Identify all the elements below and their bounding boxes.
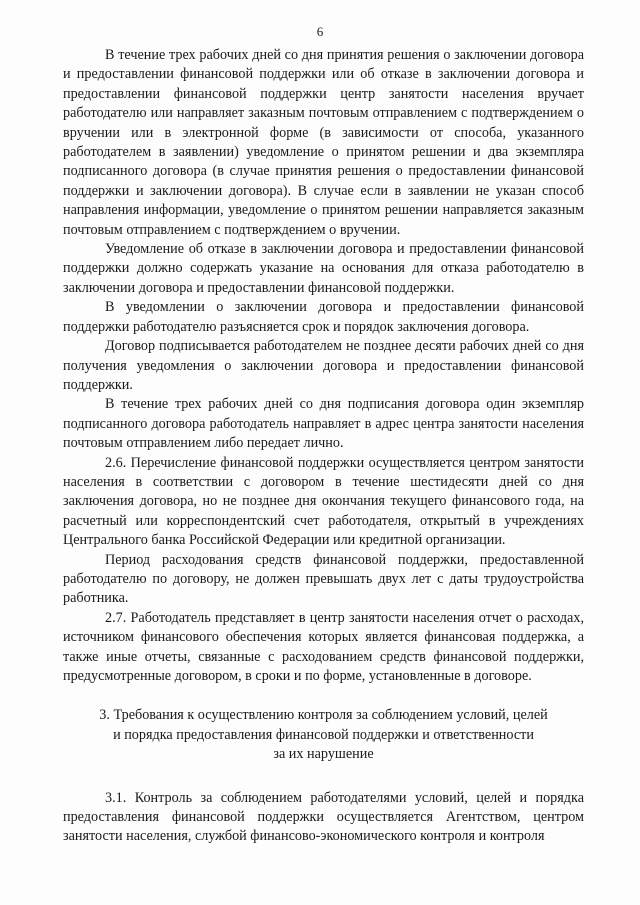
paragraph: Договор подписывается работодателем не позднее десяти рабочих дней со дня получения уведомления о заключении договора и предоставлении финансовой поддержки. <box>63 338 584 393</box>
document-body <box>63 46 584 847</box>
section-heading <box>63 706 584 764</box>
paragraph: Уведомление об отказе в заключении договора и предоставлении финансовой поддержки должно содержать указание на основания для отказа работодателю в заключении договора и предоставлении финансовой поддержки. <box>63 241 584 296</box>
section-heading-line: 3. Требования к осуществлению контроля за соблюдением условий, целей <box>99 707 548 724</box>
page-number: 6 <box>316 24 324 39</box>
paragraph: Период расходования средств финансовой поддержки, предоставленной работодателю по договору, не должен превышать двух лет с даты трудоустройства работника. <box>63 551 584 607</box>
paragraph: В течение трех рабочих дней со дня подписания договора один экземпляр подписанного договора работодатель направляет в адрес центра занятости населения почтовым отправлением либо передает лично. <box>63 396 584 452</box>
paragraph: В течение трех рабочих дней со дня принятия решения о заключении договора и предоставлении финансовой поддержки или об отказе в заключении договора и предоставлении финансовой поддержки центр занятости населения вручает работодателю или направляет заказным почтовым отправлением с подтверждением о вручении или в электронной форме (в зависимости от способа, указанного работодателем в заявлении) уведомление о принятом решении и два экземпляра подписанного договора (в случае принятия решения о предоставлении финансовой поддержки и заключении договора). В случае если в заявлении не указан способ направления информации, уведомление о принятом решении направляется заказным почтовым отправлением с подтверждением о вручении. <box>63 47 584 238</box>
paragraph: В уведомлении о заключении договора и предоставлении финансовой поддержки работодателю разъясняется срок и порядок заключения договора. <box>63 299 584 335</box>
paragraph: 2.7. Работодатель представляет в центр занятости населения отчет о расходах, источником финансового обеспечения которых является финансовая поддержка, а также иные отчеты, связанные с расходованием средств финансовой поддержки, предусмотренные договором, в сроки и по форме, установленные в договоре. <box>63 609 584 684</box>
section-heading-line: за их нарушение <box>273 746 374 763</box>
paragraph: 2.6. Перечисление финансовой поддержки осуществляется центром занятости населения в соответствии с договором в течение шестидесяти дней со дня заключения договора, но не позднее дня окончания текущего финансового года, на расчетный или корреспондентский счет работодателя, открытый в учреждениях Центрального банка Российской Федерации или кредитной организации. <box>63 454 584 549</box>
section-heading-line: и порядка предоставления финансовой поддержки и ответственности <box>113 726 534 743</box>
paragraph: 3.1. Контроль за соблюдением работодателями условий, целей и порядка предоставления финансовой поддержки осуществляется Агентством, центром занятости населения, службой финансово-экономического контроля и контроля <box>63 789 584 845</box>
